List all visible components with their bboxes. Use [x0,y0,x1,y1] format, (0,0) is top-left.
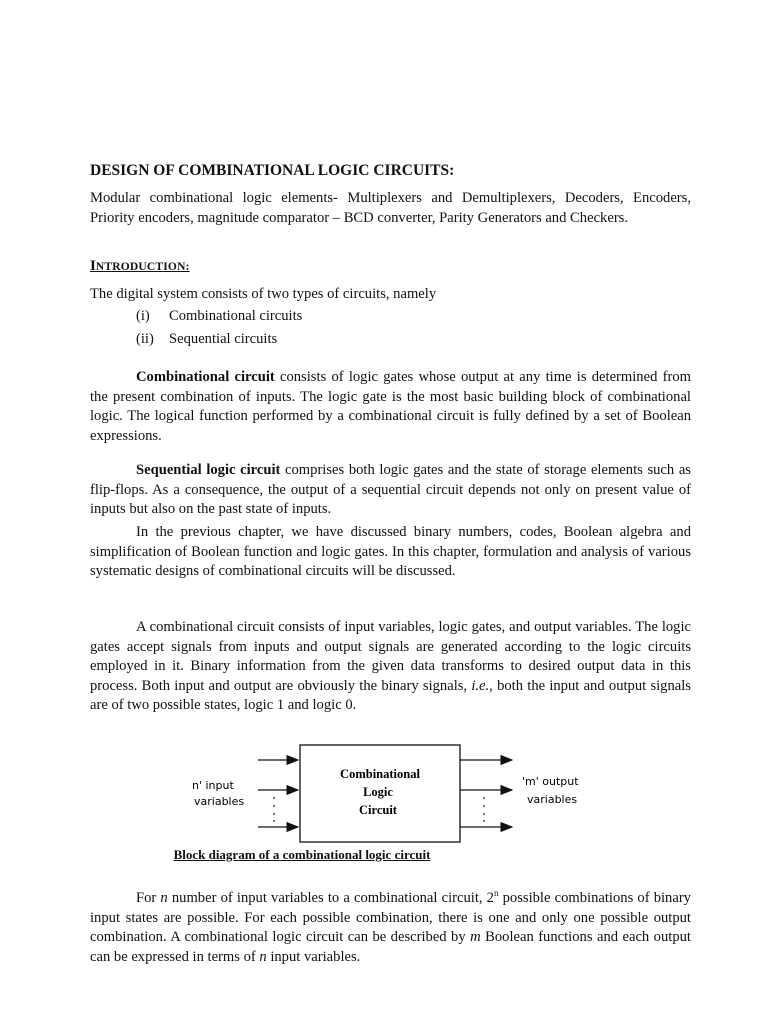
output-label-line2: variables [527,793,578,806]
paragraph-combinational-structure: A combinational circuit consists of input variables, logic gates, and output variables. The logic gates accept signals from inputs and output signals are generated according to the logic circuits employed in it. Binary information from the given data transforms to desired output data in this process. Both input and output are obviously the binary signals, i.e., both the input and output signals are of two possible states, logic 1 and logic 0. [90,619,691,713]
paragraph-previous-chapter: In the previous chapter, we have discussed binary numbers, codes, Boolean algebra and simplification of Boolean function and logic gates. In this chapter, formulation and analysis of various systematic designs of combinational circuits will be discussed. [90,524,691,579]
paragraph-sequential-circuit: Sequential logic circuit comprises both logic gates and the state of storage elements such as flip-flops. As a consequence, the output of a sequential circuit depends not only on present value of inputs but also on the past state of inputs. [90,462,691,517]
term-sequential-logic-circuit: Sequential logic circuit [136,462,281,478]
term-combinational-circuit: Combinational circuit [136,369,275,385]
input-label-line2: variables [194,795,245,808]
output-ellipsis-dots [483,797,485,822]
input-label-line1: n' input [192,779,234,792]
circuit-type-list [136,308,302,353]
list-item: (i) Combinational circuits [136,308,303,324]
box-label-line2: Logic [363,785,393,799]
intro-paragraph: Modular combinational logic elements- Multiplexers and Demultiplexers, Decoders, Encoders, Priority encoders, magnitude comparator – BCD converter, Parity Generators and Checkers. [90,190,691,226]
box-label-line3: Circuit [359,803,397,817]
paragraph-input-combinations: For n number of input variables to a combinational circuit, 2$^n$ possible combinations of binary input states are possible. For each possible combination, there is one and only one possible output combination. A combinational logic circuit can be described by m Boolean functions and each output can be expressed in terms of n input variables. [90,888,691,965]
section-heading-introduction: INTRODUCTION: [90,258,190,274]
output-label-line1: 'm' output [522,775,579,788]
list-item: (ii) Sequential circuits [136,330,278,347]
diagram-caption: Block diagram of a combinational logic circuit [173,847,431,862]
input-ellipsis-dots [273,797,275,822]
digital-system-line: The digital system consists of two types of circuits, namely [90,286,437,302]
box-label-line1: Combinational [340,767,420,781]
paragraph-combinational-circuit: Combinational circuit consists of logic gates whose output at any time is determined from the present combination of inputs. The logic gate is the most basic building block of combinational logic. The logical function performed by a combinational circuit is fully defined by a set of Boolean expressions. [90,369,691,444]
page-title: DESIGN OF COMBINATIONAL LOGIC CIRCUITS: [90,162,455,179]
